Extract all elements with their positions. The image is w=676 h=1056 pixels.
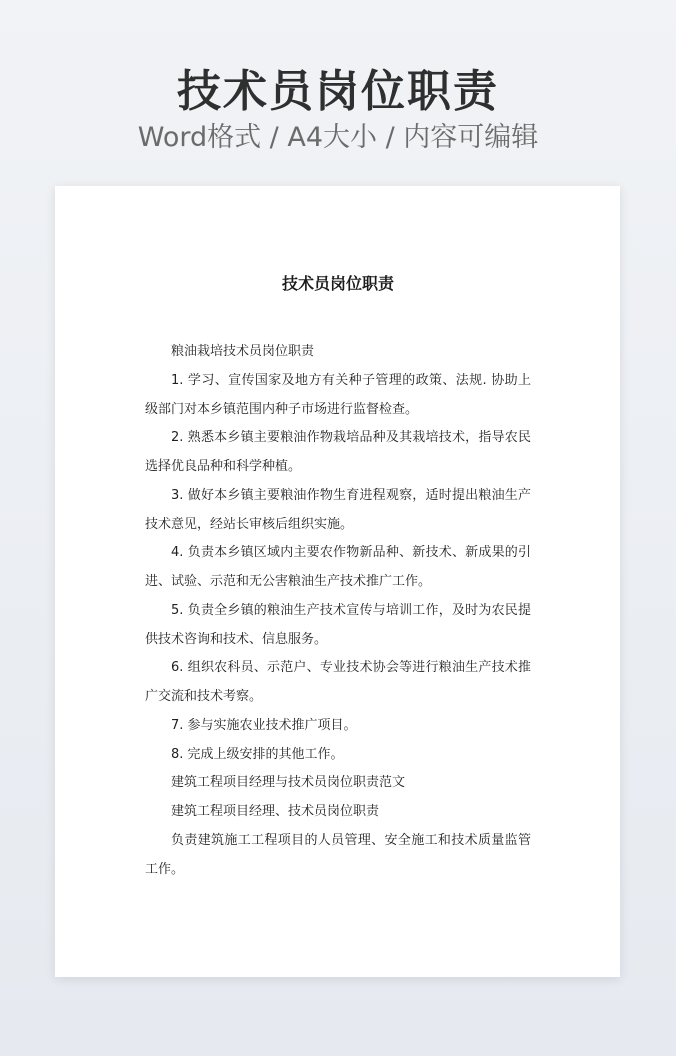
paragraph-item-3: 3. 做好本乡镇主要粮油作物生育进程观察，适时提出粮油生产技术意见，经站长审核后组织实施。 [145,487,531,532]
paragraph-item-2: 2. 熟悉本乡镇主要粮油作物栽培品种及其栽培技术，指导农民选择优良品种和科学种植。 [145,430,531,474]
paragraph-body: 负责建筑施工工程项目的人员管理、安全施工和技术质量监管工作。 [145,832,531,877]
page-heading: 技术员岗位职责 [177,66,499,117]
page-subheading: Word格式 / A4大小 / 内容可编辑 [137,122,539,153]
paragraph-item-7: 7. 参与实施农业技术推广项目。 [171,717,357,733]
paragraph-item-1: 1. 学习、宣传国家及地方有关种子管理的政策、法规. 协助上级部门对本乡镇范围内种子市场进行监督检查。 [145,372,531,417]
paragraph-section-heading-2: 建筑工程项目经理与技术员岗位职责范文 [171,775,406,791]
document-title: 技术员岗位职责 [281,274,394,293]
paragraph-item-6: 6. 组织农科员、示范户、专业技术协会等进行粮油生产技术推广交流和技术考察。 [145,660,531,704]
paragraph-item-4: 4. 负责本乡镇区域内主要农作物新品种、新技术、新成果的引进、试验、示范和无公害粮油生产技术推广工作。 [145,545,531,589]
paragraph-item-5: 5. 负责全乡镇的粮油生产技术宣传与培训工作，及时为农民提供技术咨询和技术、信息服务。 [145,602,531,647]
paragraph-section-heading: 粮油栽培技术员岗位职责 [171,344,315,359]
document-body [145,338,531,884]
paragraph-section-heading-3: 建筑工程项目经理、技术员岗位职责 [171,804,380,819]
paragraph-item-8: 8. 完成上级安排的其他工作。 [171,746,344,762]
